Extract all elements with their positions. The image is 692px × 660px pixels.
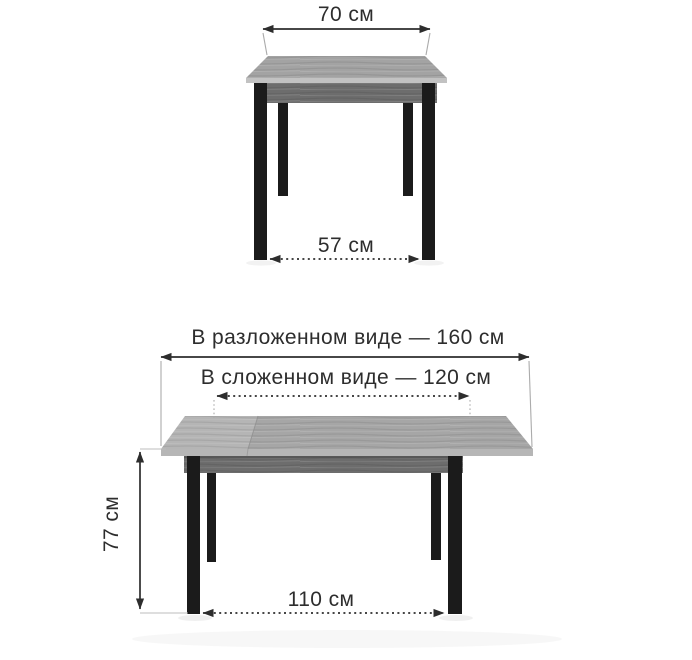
side-view-rear-leg-right: [431, 473, 441, 560]
front-view-tabletop-edge: [246, 78, 447, 83]
side-floor-shadow: [132, 630, 562, 648]
side-leg-shadow-left: [178, 615, 212, 621]
front-leg-span-label: 57 см: [317, 234, 375, 257]
front-width-label: 70 см: [317, 3, 375, 26]
side-view-front-leg-left: [187, 456, 200, 614]
side-view-tabletop-edge: [161, 449, 533, 456]
front-view-rear-leg-left: [278, 102, 288, 196]
side-leg-shadow-right: [439, 615, 473, 621]
side-view-apron-grain: [184, 456, 463, 473]
folded-length-label: В сложенном виде — 120 см: [200, 366, 492, 389]
front-view-rear-leg-right: [403, 102, 413, 196]
extended-length-label: В разложенном виде — 160 см: [191, 326, 505, 349]
front-leg-shadow-left: [246, 260, 276, 265]
side-view-tabletop-grain: [161, 416, 533, 449]
side-view-front-leg-right: [448, 456, 462, 614]
side-view-rear-leg-left: [207, 473, 216, 562]
front-view-tabletop-grain: [246, 56, 447, 78]
front-view-front-leg-right: [422, 83, 435, 260]
front-leg-shadow-right: [414, 260, 444, 265]
front-view-apron-grain: [256, 83, 437, 103]
side-leg-span-label: 110 см: [287, 588, 355, 611]
height-label: 77 см: [100, 495, 123, 553]
front-view-front-leg-left: [254, 83, 267, 260]
